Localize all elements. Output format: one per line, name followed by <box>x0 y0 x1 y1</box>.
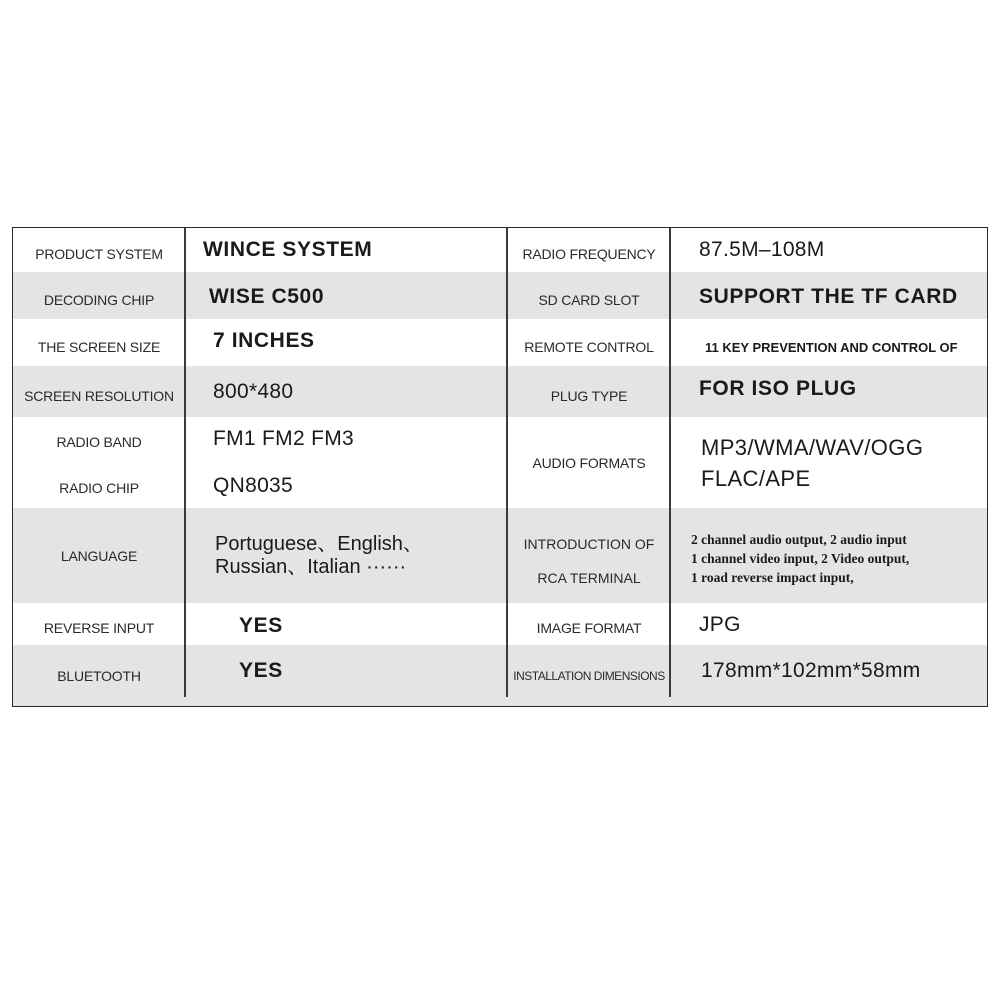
radio-frequency-label: RADIO FREQUENCY <box>522 246 656 262</box>
installation-dimensions-label: INSTALLATION DIMENSIONS <box>513 669 665 683</box>
rca-line: 1 road reverse impact input, <box>691 570 854 585</box>
image-format-label: IMAGE FORMAT <box>536 620 642 636</box>
rca-label-line: INTRODUCTION OF <box>523 536 655 552</box>
language-label: LANGUAGE <box>60 548 138 564</box>
decoding-chip-value: WISE C500 <box>209 285 325 308</box>
audio-formats-value <box>685 424 985 508</box>
sd-card-slot-label: SD CARD SLOT <box>538 292 640 308</box>
radio-chip-label: RADIO CHIP <box>59 480 139 496</box>
spec-table <box>12 227 988 707</box>
rca-label-line: RCA TERMINAL <box>537 570 641 586</box>
radio-chip-value: QN8035 <box>213 474 294 497</box>
installation-dimensions-value: 178mm*102mm*58mm <box>701 659 921 682</box>
rca-terminal-value <box>675 508 985 603</box>
bluetooth-label: BLUETOOTH <box>57 668 141 684</box>
product-system-value: WINCE SYSTEM <box>203 238 373 261</box>
plug-type-value: FOR ISO PLUG <box>699 377 857 400</box>
remote-control-label: REMOTE CONTROL <box>524 339 654 355</box>
sd-card-slot-value: SUPPORT THE TF CARD <box>699 285 958 308</box>
plug-type-label: PLUG TYPE <box>550 388 628 404</box>
reverse-input-label: REVERSE INPUT <box>43 620 155 636</box>
screen-resolution-label: SCREEN RESOLUTION <box>24 388 174 404</box>
rca-line: 1 channel video input, 2 Video output, <box>691 551 910 566</box>
language-line: Russian、Italian ······ <box>215 556 407 578</box>
decoding-chip-label: DECODING CHIP <box>43 292 155 308</box>
rca-terminal-label <box>508 508 670 603</box>
audio-formats-label: AUDIO FORMATS <box>532 454 646 471</box>
screen-size-value: 7 INCHES <box>213 329 315 352</box>
screen-size-label: THE SCREEN SIZE <box>37 339 161 355</box>
radio-frequency-value: 87.5M–108M <box>699 238 825 261</box>
rca-line: 2 channel audio output, 2 audio input <box>691 532 907 547</box>
image-format-value: JPG <box>699 613 741 636</box>
reverse-input-value: YES <box>239 614 283 637</box>
radio-band-value: FM1 FM2 FM3 <box>213 427 354 450</box>
product-system-label: PRODUCT SYSTEM <box>35 246 163 262</box>
language-value <box>199 508 505 603</box>
remote-control-value: 11 KEY PREVENTION AND CONTROL OF <box>705 339 958 355</box>
bluetooth-value: YES <box>239 659 283 682</box>
audio-format-line: FLAC/APE <box>701 466 811 491</box>
screen-resolution-value: 800*480 <box>213 380 294 403</box>
audio-format-line: MP3/WMA/WAV/OGG <box>701 435 924 460</box>
language-line: Portuguese、English、 <box>215 533 423 555</box>
radio-band-label: RADIO BAND <box>56 434 142 450</box>
